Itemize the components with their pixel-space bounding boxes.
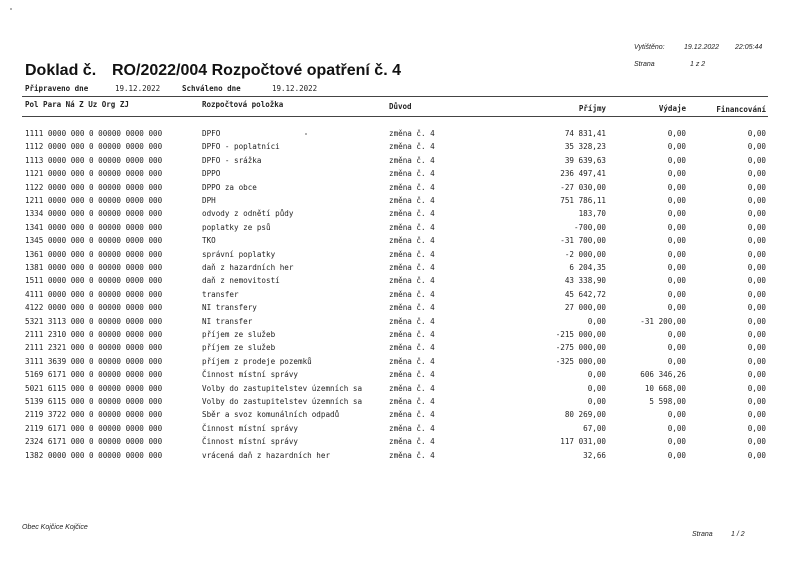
row-reason: změna č. 4 <box>389 410 435 420</box>
row-expense: 0,00 <box>667 410 686 420</box>
table-row <box>0 154 800 167</box>
row-financing: 0,00 <box>747 356 766 366</box>
row-financing: 0,00 <box>747 263 766 272</box>
row-expense: 0,00 <box>667 356 686 366</box>
row-expense: 0,00 <box>667 437 686 447</box>
row-expense: 0,00 <box>667 169 686 179</box>
row-item: transfer <box>202 289 239 299</box>
row-reason: změna č. 4 <box>389 222 435 232</box>
row-financing: 0,00 <box>747 370 766 380</box>
row-reason: změna č. 4 <box>389 303 435 313</box>
row-reason: změna č. 4 <box>389 169 435 179</box>
table-row <box>0 274 800 287</box>
table-row <box>0 341 800 354</box>
row-item: daň z hazardních her <box>202 263 294 272</box>
row-code: 4122 0000 000 0 00000 0000 000 <box>25 303 163 313</box>
row-item: Volby do zastupitelstev územních sa <box>202 397 363 406</box>
row-reason: změna č. 4 <box>389 289 435 299</box>
row-item: Volby do zastupitelstev územních sa <box>202 383 363 393</box>
row-reason: změna č. 4 <box>389 276 435 286</box>
printed-label: Vytištěno: <box>634 44 665 51</box>
document-title-prefix: Doklad č. <box>25 62 97 79</box>
row-reason: změna č. 4 <box>389 182 435 192</box>
row-income: 32,66 <box>583 450 606 460</box>
row-income: 80 269,00 <box>564 410 606 420</box>
row-item: NI transfery <box>202 303 257 313</box>
row-reason: změna č. 4 <box>389 397 435 406</box>
page-value-top: 1 z 2 <box>690 61 706 68</box>
row-income: 74 831,41 <box>564 129 606 138</box>
row-financing: 0,00 <box>747 209 766 219</box>
row-financing: 0,00 <box>747 129 766 138</box>
row-item: Sběr a svoz komunálních odpadů <box>202 410 340 420</box>
row-income: 183,70 <box>578 209 606 219</box>
row-financing: 0,00 <box>747 236 766 246</box>
row-expense: 10 668,00 <box>644 383 686 393</box>
row-financing: 0,00 <box>747 155 766 165</box>
row-income: 0,00 <box>587 383 606 393</box>
row-expense: 0,00 <box>667 276 686 286</box>
scan-speck <box>10 8 12 10</box>
row-expense: 0,00 <box>667 303 686 313</box>
row-code: 4111 0000 000 0 00000 0000 000 <box>25 289 163 299</box>
row-financing: 0,00 <box>747 437 766 447</box>
row-code: 2119 3722 000 0 00000 0000 000 <box>25 410 163 420</box>
column-header-reason: Důvod <box>389 102 412 111</box>
row-financing: 0,00 <box>747 303 766 313</box>
row-reason: změna č. 4 <box>389 196 435 205</box>
row-reason: změna č. 4 <box>389 356 435 366</box>
row-financing: 0,00 <box>747 450 766 460</box>
row-code: 1122 0000 000 0 00000 0000 000 <box>25 182 163 192</box>
row-reason: změna č. 4 <box>389 330 435 339</box>
row-item: DPPO za obce <box>202 182 257 192</box>
row-income: 43 338,90 <box>564 276 606 286</box>
row-item: DPFO - srážka <box>202 155 262 165</box>
table-row <box>0 355 800 368</box>
row-expense: 0,00 <box>667 209 686 219</box>
row-code: 1511 0000 000 0 00000 0000 000 <box>25 276 163 286</box>
row-financing: 0,00 <box>747 410 766 420</box>
row-income: -27 030,00 <box>560 182 606 192</box>
row-expense: 0,00 <box>667 249 686 259</box>
header-rule-top <box>22 96 768 97</box>
column-header-codes: Pol Para Ná Z Uz Org ZJ <box>25 100 129 109</box>
row-reason: změna č. 4 <box>389 450 435 460</box>
row-income: -31 700,00 <box>560 236 606 246</box>
table-row <box>0 368 800 381</box>
row-expense: 0,00 <box>667 222 686 232</box>
table-row <box>0 167 800 180</box>
printed-time: 22:05:44 <box>735 44 763 51</box>
table-row <box>0 194 800 207</box>
row-item: daň z nemovitostí <box>202 276 280 286</box>
row-income: -325 000,00 <box>555 356 606 366</box>
row-reason: změna č. 4 <box>389 155 435 165</box>
row-financing: 0,00 <box>747 276 766 286</box>
row-income: -2 000,00 <box>564 249 606 259</box>
printed-date: 19.12.2022 <box>684 44 720 51</box>
table-row <box>0 328 800 341</box>
row-code: 1341 0000 000 0 00000 0000 000 <box>25 222 163 232</box>
row-item: správní poplatky <box>202 249 276 259</box>
row-income: -275 000,00 <box>555 343 606 353</box>
row-income: 0,00 <box>587 370 606 380</box>
table-row <box>0 449 800 462</box>
row-code: 1112 0000 000 0 00000 0000 000 <box>25 142 163 152</box>
row-financing: 0,00 <box>747 397 766 406</box>
row-income: -215 000,00 <box>555 330 606 339</box>
row-income: 751 786,11 <box>560 196 606 205</box>
table-row <box>0 395 800 408</box>
row-reason: změna č. 4 <box>389 249 435 259</box>
row-code: 1361 0000 000 0 00000 0000 000 <box>25 249 163 259</box>
row-item: DPFO - poplatníci <box>202 142 280 152</box>
row-item: poplatky ze psů <box>202 222 271 232</box>
table-row <box>0 288 800 301</box>
document-title: RO/2022/004 Rozpočtové opatření č. 4 <box>112 62 401 79</box>
table-row <box>0 315 800 328</box>
table-row <box>0 181 800 194</box>
row-financing: 0,00 <box>747 182 766 192</box>
table-row <box>0 261 800 274</box>
row-item: Činnost místní správy <box>202 423 299 433</box>
row-expense: 0,00 <box>667 450 686 460</box>
table-row <box>0 140 800 153</box>
footer-organization: Obec Kojčice Kojčice <box>22 524 88 531</box>
row-item: NI transfer <box>202 316 253 326</box>
row-financing: 0,00 <box>747 330 766 339</box>
row-item: příjem z prodeje pozemků <box>202 356 312 366</box>
row-reason: změna č. 4 <box>389 316 435 326</box>
row-expense: 0,00 <box>667 343 686 353</box>
row-item: Činnost místní správy <box>202 437 299 447</box>
row-expense: 0,00 <box>667 182 686 192</box>
row-reason: změna č. 4 <box>389 343 435 353</box>
row-item: vrácená daň z hazardních her <box>202 450 331 460</box>
row-code: 1211 0000 000 0 00000 0000 000 <box>25 196 163 205</box>
row-code: 1111 0000 000 0 00000 0000 000 <box>25 129 163 138</box>
row-code: 3111 3639 000 0 00000 0000 000 <box>25 356 163 366</box>
row-expense: 0,00 <box>667 263 686 272</box>
table-row <box>0 127 800 140</box>
row-expense: 606 346,26 <box>640 370 686 380</box>
row-expense: 0,00 <box>667 236 686 246</box>
row-code: 5169 6171 000 0 00000 0000 000 <box>25 370 163 380</box>
page-label-top: Strana <box>634 61 655 68</box>
row-financing: 0,00 <box>747 249 766 259</box>
prepared-date: 19.12.2022 <box>115 84 161 93</box>
footer-page-label: Strana <box>692 531 713 538</box>
table-row <box>0 234 800 247</box>
row-income: 6 204,35 <box>569 263 606 272</box>
row-code: 2111 2310 000 0 00000 0000 000 <box>25 330 163 339</box>
row-code: 5139 6115 000 0 00000 0000 000 <box>25 397 163 406</box>
row-code: 2119 6171 000 0 00000 0000 000 <box>25 423 163 433</box>
approved-label: Schváleno dne <box>182 84 241 93</box>
row-item: TKO <box>202 236 216 246</box>
row-financing: 0,00 <box>747 289 766 299</box>
row-financing: 0,00 <box>747 383 766 393</box>
row-item: odvody z odnětí půdy <box>202 209 294 219</box>
column-header-expense: Výdaje <box>658 104 686 113</box>
row-financing: 0,00 <box>747 316 766 326</box>
row-expense: 0,00 <box>667 289 686 299</box>
row-financing: 0,00 <box>747 196 766 205</box>
row-reason: změna č. 4 <box>389 370 435 380</box>
row-financing: 0,00 <box>747 222 766 232</box>
row-item: příjem ze služeb <box>202 343 276 353</box>
table-row <box>0 408 800 421</box>
row-financing: 0,00 <box>747 423 766 433</box>
row-income: 67,00 <box>583 423 606 433</box>
row-income: 117 031,00 <box>560 437 606 447</box>
row-reason: změna č. 4 <box>389 423 435 433</box>
row-code: 2111 2321 000 0 00000 0000 000 <box>25 343 163 353</box>
row-income: 39 639,63 <box>564 155 606 165</box>
row-code: 1334 0000 000 0 00000 0000 000 <box>25 209 163 219</box>
row-financing: 0,00 <box>747 169 766 179</box>
row-expense: -31 200,00 <box>640 316 686 326</box>
column-header-income: Příjmy <box>578 104 606 113</box>
prepared-label: Připraveno dne <box>25 84 89 93</box>
row-reason: změna č. 4 <box>389 383 435 393</box>
table-row <box>0 435 800 448</box>
row-code: 5021 6115 000 0 00000 0000 000 <box>25 383 163 393</box>
row-income: -700,00 <box>573 222 606 232</box>
table-row <box>0 221 800 234</box>
row-expense: 0,00 <box>667 196 686 205</box>
footer-page-value: 1 / 2 <box>731 531 745 538</box>
row-item: DPFO <box>202 129 221 138</box>
row-item: příjem ze služeb <box>202 330 276 339</box>
row-reason: změna č. 4 <box>389 209 435 219</box>
row-code: 1113 0000 000 0 00000 0000 000 <box>25 155 163 165</box>
row-income: 236 497,41 <box>560 169 606 179</box>
header-rule-bottom <box>22 116 768 117</box>
row-expense: 5 598,00 <box>649 397 686 406</box>
row-expense: 0,00 <box>667 129 686 138</box>
row-code: 1382 0000 000 0 00000 0000 000 <box>25 450 163 460</box>
row-code: 5321 3113 000 0 00000 0000 000 <box>25 316 163 326</box>
row-item: DPPO <box>202 169 221 179</box>
row-income: 0,00 <box>587 316 606 326</box>
row-item: Činnost místní správy <box>202 370 299 380</box>
column-header-financing: Financování <box>716 105 766 114</box>
row-income: 27 000,00 <box>564 303 606 313</box>
row-code: 1345 0000 000 0 00000 0000 000 <box>25 236 163 246</box>
row-expense: 0,00 <box>667 142 686 152</box>
row-reason: změna č. 4 <box>389 437 435 447</box>
row-financing: 0,00 <box>747 142 766 152</box>
row-code: 2324 6171 000 0 00000 0000 000 <box>25 437 163 447</box>
table-row <box>0 248 800 261</box>
row-income: 35 328,23 <box>564 142 606 152</box>
table-row <box>0 382 800 395</box>
column-header-item: Rozpočtová položka <box>202 100 284 109</box>
row-expense: 0,00 <box>667 423 686 433</box>
row-code: 1121 0000 000 0 00000 0000 000 <box>25 169 163 179</box>
row-item: DPH <box>202 196 216 205</box>
row-reason: změna č. 4 <box>389 263 435 272</box>
row-reason: změna č. 4 <box>389 129 435 138</box>
row-income: 45 642,72 <box>564 289 606 299</box>
row-expense: 0,00 <box>667 330 686 339</box>
row-reason: změna č. 4 <box>389 142 435 152</box>
table-row <box>0 422 800 435</box>
row-expense: 0,00 <box>667 155 686 165</box>
row-reason: změna č. 4 <box>389 236 435 246</box>
table-row <box>0 301 800 314</box>
table-row <box>0 207 800 220</box>
row-financing: 0,00 <box>747 343 766 353</box>
row-income: 0,00 <box>587 397 606 406</box>
row-code: 1381 0000 000 0 00000 0000 000 <box>25 263 163 272</box>
approved-date: 19.12.2022 <box>272 84 318 93</box>
